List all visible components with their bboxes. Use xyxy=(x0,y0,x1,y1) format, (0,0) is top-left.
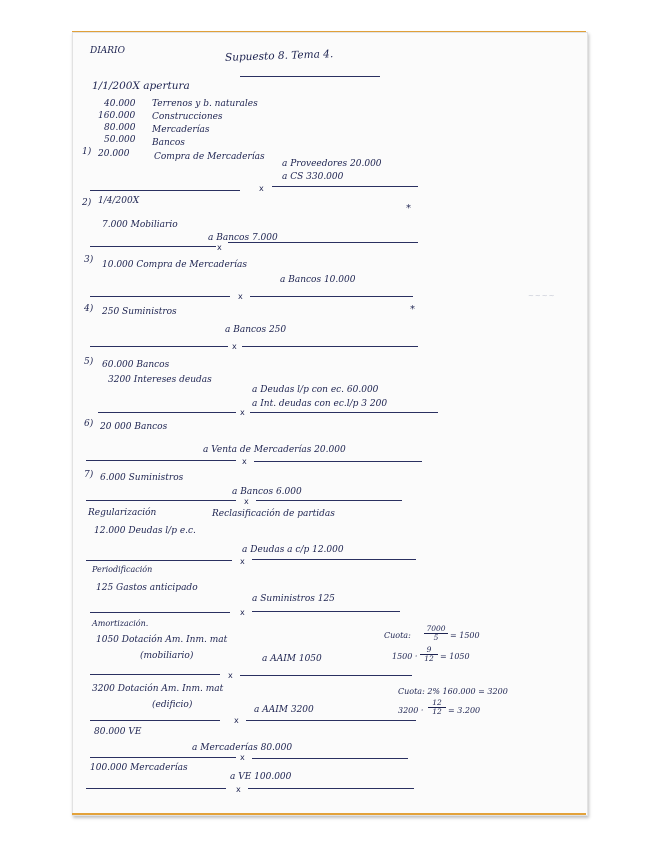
entry-underline xyxy=(90,612,230,613)
entry-underline xyxy=(242,346,418,347)
entry-credit: a Bancos 250 xyxy=(225,325,287,335)
calc-label: 3200 · xyxy=(398,706,424,715)
fraction-numerator: 12 xyxy=(428,699,446,708)
entry-underline xyxy=(254,461,422,462)
cross-mark: x xyxy=(240,608,245,617)
cross-mark: x xyxy=(238,292,243,301)
entry-debit-detail: (edificio) xyxy=(152,700,193,710)
fraction xyxy=(420,646,438,663)
cross-mark: x xyxy=(234,716,239,725)
entry-debit: 12.000 Deudas l/p e.c. xyxy=(94,526,196,536)
opening-account: Construcciones xyxy=(152,112,223,122)
entry-debit: 125 Gastos anticipado xyxy=(96,583,198,593)
entry-underline xyxy=(252,611,400,612)
cross-mark: x xyxy=(232,342,237,351)
calc-result: = 3.200 xyxy=(448,706,481,715)
fraction xyxy=(424,625,448,642)
entry-number: 1) xyxy=(82,147,92,157)
opening-account: Terrenos y b. naturales xyxy=(152,99,258,109)
entry-debit-amount: 20.000 xyxy=(98,149,130,159)
cross-mark: x xyxy=(217,243,222,252)
fraction-denominator: 5 xyxy=(433,633,439,642)
entry-debit: 10.000 Compra de Mercaderías xyxy=(102,260,247,270)
entry-credit: a AAIM 3200 xyxy=(254,705,314,715)
entry-debit: 80.000 VE xyxy=(94,727,142,737)
entry-credit: a Bancos 6.000 xyxy=(232,487,302,497)
entry-date: 1/4/200X xyxy=(98,196,140,206)
bottom-page-edge xyxy=(72,813,586,815)
calc-line: Cuota: 2% 160.000 = 3200 xyxy=(398,687,508,696)
entry-credit: a Mercaderías 80.000 xyxy=(192,743,293,753)
fraction-denominator: 12 xyxy=(432,707,442,716)
opening-amount: 50.000 xyxy=(104,135,136,145)
entry-debit: 100.000 Mercaderías xyxy=(90,763,188,773)
entry-underline xyxy=(86,560,232,561)
entry-debit: 3200 Intereses deudas xyxy=(108,375,212,385)
opening-amount: 80.000 xyxy=(104,123,136,133)
entry-number: 7) xyxy=(84,470,94,480)
bleed-through-text: ~~~~ xyxy=(528,292,556,300)
fraction-denominator: 12 xyxy=(424,654,434,663)
calc-result: = 1500 xyxy=(450,631,480,640)
cross-mark: x xyxy=(240,557,245,566)
calc-result: = 1050 xyxy=(440,652,470,661)
entry-underline xyxy=(272,186,418,187)
entry-number: 3) xyxy=(84,255,94,265)
entry-debit: 6.000 Suministros xyxy=(100,473,184,483)
cross-mark: x xyxy=(228,671,233,680)
entry-debit-account: Compra de Mercaderías xyxy=(154,152,265,162)
cross-mark: x xyxy=(244,497,249,506)
fraction-numerator: 9 xyxy=(420,646,438,655)
entry-debit: 1050 Dotación Am. Inm. mat xyxy=(96,635,228,645)
entry-debit: 60.000 Bancos xyxy=(102,360,170,370)
entry-credit: a Int. deudas con ec.l/p 3 200 xyxy=(252,399,388,409)
entry-underline xyxy=(98,412,236,413)
page-title: Supuesto 8. Tema 4. xyxy=(224,48,334,64)
entry-underline xyxy=(90,757,236,758)
entry-credit: a Deudas a c/p 12.000 xyxy=(242,545,344,555)
entry-debit: 3200 Dotación Am. Inm. mat xyxy=(92,684,224,694)
entry-credit: a AAIM 1050 xyxy=(262,654,322,664)
entry-credit: a Proveedores 20.000 xyxy=(282,159,382,169)
opening-account: Mercaderías xyxy=(152,125,210,135)
cross-mark: x xyxy=(240,408,245,417)
cross-mark: x xyxy=(240,753,245,762)
entry-debit: 250 Suministros xyxy=(102,307,177,317)
entry-number: 5) xyxy=(84,357,94,367)
entry-underline xyxy=(228,242,418,243)
entry-underline xyxy=(86,500,236,501)
entry-underline xyxy=(86,788,226,789)
calc-label: 1500 · xyxy=(392,652,418,661)
entry-credit: a Suministros 125 xyxy=(252,594,335,604)
entry-credit: a Venta de Mercaderías 20.000 xyxy=(203,445,346,455)
entry-underline xyxy=(252,758,408,759)
entry-underline xyxy=(250,412,438,413)
entry-underline xyxy=(250,296,413,297)
entry-credit: a Bancos 10.000 xyxy=(280,275,356,285)
entry-underline xyxy=(90,190,240,191)
entry-underline xyxy=(90,346,228,347)
entry-debit-detail: (mobiliario) xyxy=(140,651,194,661)
star-mark: * xyxy=(410,304,415,315)
entry-debit: 20 000 Bancos xyxy=(100,422,168,432)
section-heading: Amortización. xyxy=(92,619,149,628)
entry-underline xyxy=(90,720,220,721)
cross-mark: x xyxy=(259,184,264,193)
entry-underline xyxy=(248,788,414,789)
entry-credit: a Deudas l/p con ec. 60.000 xyxy=(252,385,379,395)
entry-underline xyxy=(246,720,416,721)
opening-amount: 160.000 xyxy=(98,111,136,121)
opening-amount: 40.000 xyxy=(104,99,136,109)
entry-underline xyxy=(252,559,416,560)
entry-number: 6) xyxy=(84,419,94,429)
opening-account: Bancos xyxy=(152,138,185,148)
star-mark: * xyxy=(406,203,411,214)
entry-number: 2) xyxy=(82,198,92,208)
entry-credit: a CS 330.000 xyxy=(282,172,344,182)
entry-debit: 7.000 Mobiliario xyxy=(102,220,178,230)
entry-underline xyxy=(86,460,236,461)
section-heading: Regularización xyxy=(88,508,157,518)
entry-credit: a VE 100.000 xyxy=(230,772,292,782)
entry-underline xyxy=(90,296,230,297)
opening-date-line xyxy=(240,76,380,77)
opening-date: 1/1/200X apertura xyxy=(92,80,190,92)
fraction-numerator: 7000 xyxy=(424,625,448,634)
diary-label: DIARIO xyxy=(90,46,125,56)
cross-mark: x xyxy=(236,785,241,794)
section-heading: Periodificación xyxy=(92,565,153,574)
entry-number: 4) xyxy=(84,304,94,314)
section-heading: Reclasificación de partidas xyxy=(212,509,335,519)
entry-underline xyxy=(240,675,412,676)
fraction xyxy=(428,699,446,716)
entry-credit: a Bancos 7.000 xyxy=(208,233,278,243)
calc-label: Cuota: xyxy=(384,631,411,640)
entry-underline xyxy=(256,500,402,501)
entry-underline xyxy=(90,246,216,247)
entry-underline xyxy=(90,674,220,675)
cross-mark: x xyxy=(242,457,247,466)
